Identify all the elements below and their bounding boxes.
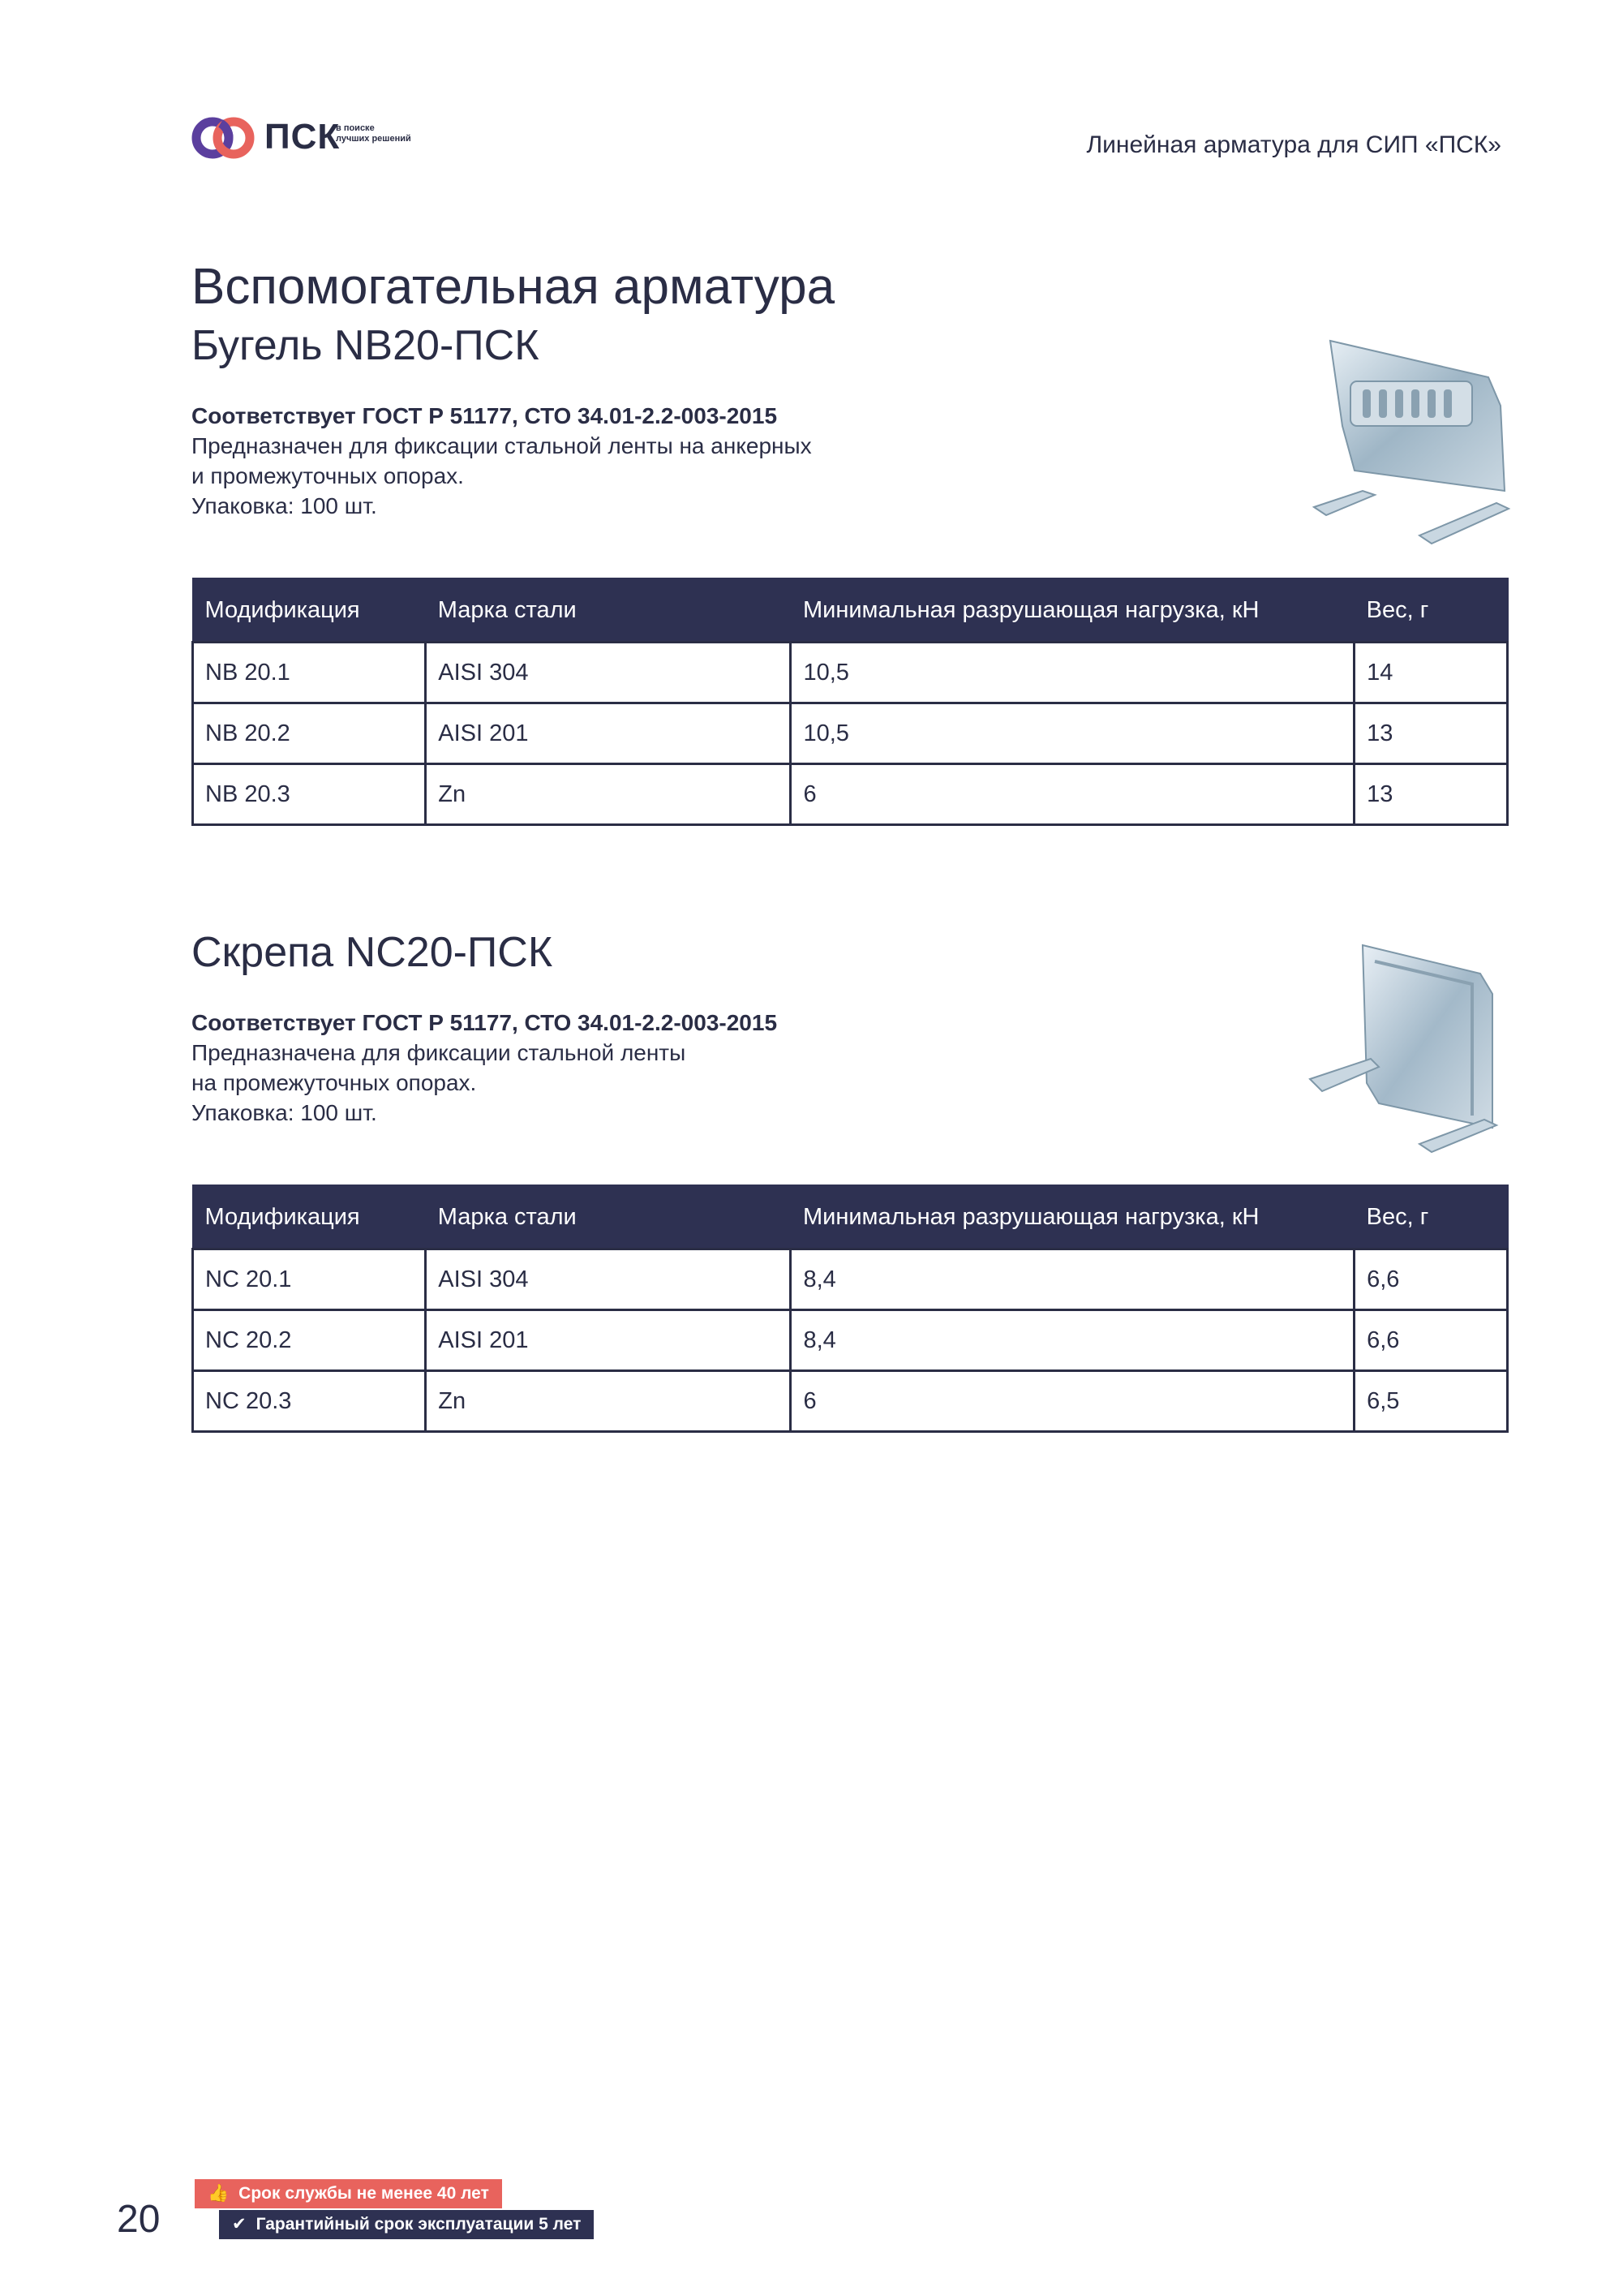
table-row [193, 1371, 1508, 1432]
company-logo [191, 112, 435, 164]
column-header: Вес, г [1355, 1185, 1508, 1249]
table-cell: AISI 304 [426, 1249, 791, 1310]
table-cell: 8,4 [791, 1310, 1355, 1371]
column-header: Минимальная разрушающая нагрузка, кН [791, 1185, 1355, 1249]
product-packaging: Упаковка: 100 шт. [191, 1100, 377, 1125]
table-cell: AISI 201 [426, 703, 791, 764]
product-purpose-line: Предназначен для фиксации стальной ленты на анкерных [191, 433, 812, 458]
product-title: Бугель NB20-ПСК [191, 322, 539, 369]
table-cell: AISI 201 [426, 1310, 791, 1371]
table-cell: 6,6 [1355, 1310, 1508, 1371]
column-header: Вес, г [1355, 578, 1508, 643]
warranty-badge: ✔ Гарантийный срок эксплуатации 5 лет [219, 2210, 594, 2239]
table-cell: 6 [791, 764, 1355, 825]
bracket-nb20-image [1298, 329, 1525, 564]
check-circle-icon: ✔ [232, 2215, 247, 2234]
product-description [191, 401, 812, 521]
specs-table-nc20 [191, 1185, 1509, 1433]
product-description [191, 1008, 777, 1128]
product-title: Скрепа NC20-ПСК [191, 929, 553, 976]
table-row [193, 1310, 1508, 1371]
table-row [193, 764, 1508, 825]
column-header: Марка стали [426, 1185, 791, 1249]
section-title: Вспомогательная арматура [191, 259, 835, 315]
table-cell: 6,6 [1355, 1249, 1508, 1310]
column-header: Минимальная разрушающая нагрузка, кН [791, 578, 1355, 643]
document-title: Линейная арматура для СИП «ПСК» [1086, 131, 1501, 158]
table-row [193, 703, 1508, 764]
table-cell: 6,5 [1355, 1371, 1508, 1432]
table-cell: NC 20.1 [193, 1249, 426, 1310]
logo-tagline: в поиске лучших решений [336, 123, 411, 144]
page-number: 20 [117, 2198, 161, 2241]
logo-mark-icon [191, 112, 256, 164]
table-cell: NB 20.2 [193, 703, 426, 764]
table-cell: NB 20.3 [193, 764, 426, 825]
table-cell: Zn [426, 764, 791, 825]
service-life-badge: 👍 Срок службы не менее 40 лет [195, 2179, 502, 2208]
table-cell: 13 [1355, 703, 1508, 764]
table-row [193, 1249, 1508, 1310]
column-header: Модификация [193, 1185, 426, 1249]
table-cell: 6 [791, 1371, 1355, 1432]
product-purpose-line: Предназначена для фиксации стальной ленты [191, 1040, 686, 1065]
table-row [193, 643, 1508, 703]
table-cell: Zn [426, 1371, 791, 1432]
table-header-row [193, 1185, 1508, 1249]
product-purpose-line: и промежуточных опорах. [191, 463, 464, 488]
product-purpose-line: на промежуточных опорах. [191, 1070, 477, 1095]
column-header: Марка стали [426, 578, 791, 643]
table-cell: AISI 304 [426, 643, 791, 703]
clip-nc20-image [1298, 937, 1509, 1164]
table-cell: 13 [1355, 764, 1508, 825]
table-cell: 14 [1355, 643, 1508, 703]
table-cell: 10,5 [791, 703, 1355, 764]
product-packaging: Упаковка: 100 шт. [191, 493, 377, 518]
table-cell: NC 20.2 [193, 1310, 426, 1371]
product-standard: Соответствует ГОСТ Р 51177, СТО 34.01-2.2-003-2015 [191, 403, 778, 428]
column-header: Модификация [193, 578, 426, 643]
table-header-row [193, 578, 1508, 643]
table-cell: 10,5 [791, 643, 1355, 703]
logo-name: ПСК [264, 117, 341, 157]
table-cell: NB 20.1 [193, 643, 426, 703]
product-standard: Соответствует ГОСТ Р 51177, СТО 34.01-2.2-003-2015 [191, 1010, 778, 1035]
thumbs-up-icon: 👍 [208, 2184, 230, 2203]
table-cell: NC 20.3 [193, 1371, 426, 1432]
table-cell: 8,4 [791, 1249, 1355, 1310]
specs-table-nb20 [191, 578, 1509, 826]
